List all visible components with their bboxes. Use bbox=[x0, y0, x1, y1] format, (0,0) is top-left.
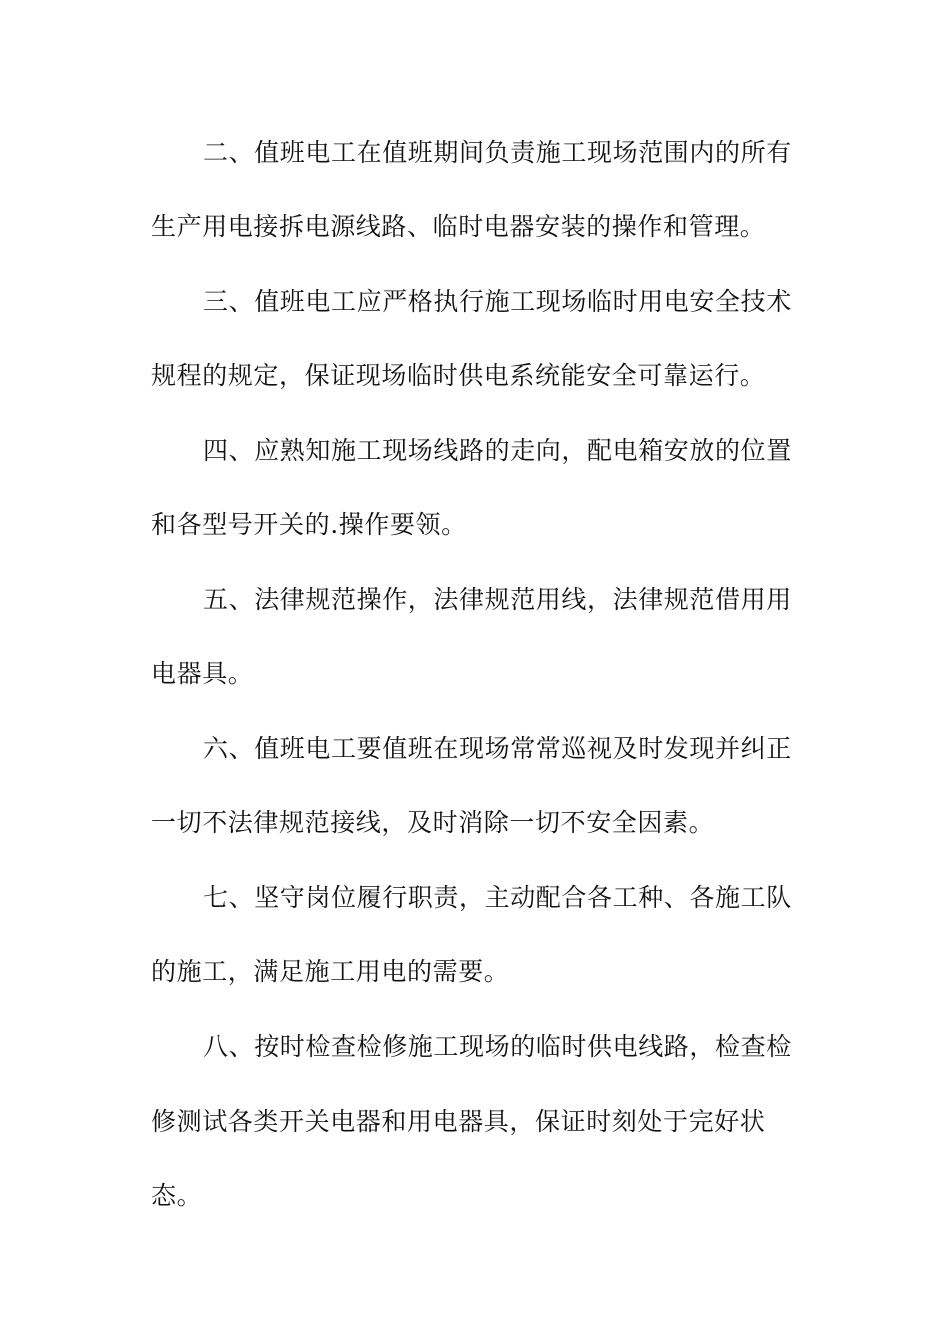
paragraph-line: 八、按时检查检修施工现场的临时供电线路，检查检 bbox=[203, 1032, 792, 1061]
paragraph-line: 修测试各类开关电器和用电器具，保证时刻处于完好状 bbox=[151, 1107, 766, 1136]
paragraph-line: 规程的规定，保证现场临时供电系统能安全可靠运行。 bbox=[151, 361, 766, 390]
paragraph-line: 二、值班电工在值班期间负责施工现场范围内的所有 bbox=[203, 138, 792, 167]
paragraph-line: 电器具。 bbox=[151, 659, 254, 688]
paragraph-line: 七、坚守岗位履行职责，主动配合各工种、各施工队 bbox=[203, 883, 792, 912]
paragraph-line: 四、应熟知施工现场线路的走向，配电箱安放的位置 bbox=[203, 436, 792, 465]
paragraph-line: 态。 bbox=[151, 1181, 203, 1210]
paragraph-line: 一切不法律规范接线，及时消除一切不安全因素。 bbox=[151, 808, 715, 837]
paragraph-line: 六、值班电工要值班在现场常常巡视及时发现并纠正 bbox=[203, 734, 792, 763]
paragraph-line: 生产用电接拆电源线路、临时电器安装的操作和管理。 bbox=[151, 212, 766, 241]
paragraph-line: 的施工，满足施工用电的需要。 bbox=[151, 957, 510, 986]
paragraph-line: 和各型号开关的.操作要领。 bbox=[151, 510, 467, 539]
paragraph-line: 五、法律规范操作，法律规范用线，法律规范借用用 bbox=[203, 585, 792, 614]
paragraph-line: 三、值班电工应严格执行施工现场临时用电安全技术 bbox=[203, 287, 792, 316]
